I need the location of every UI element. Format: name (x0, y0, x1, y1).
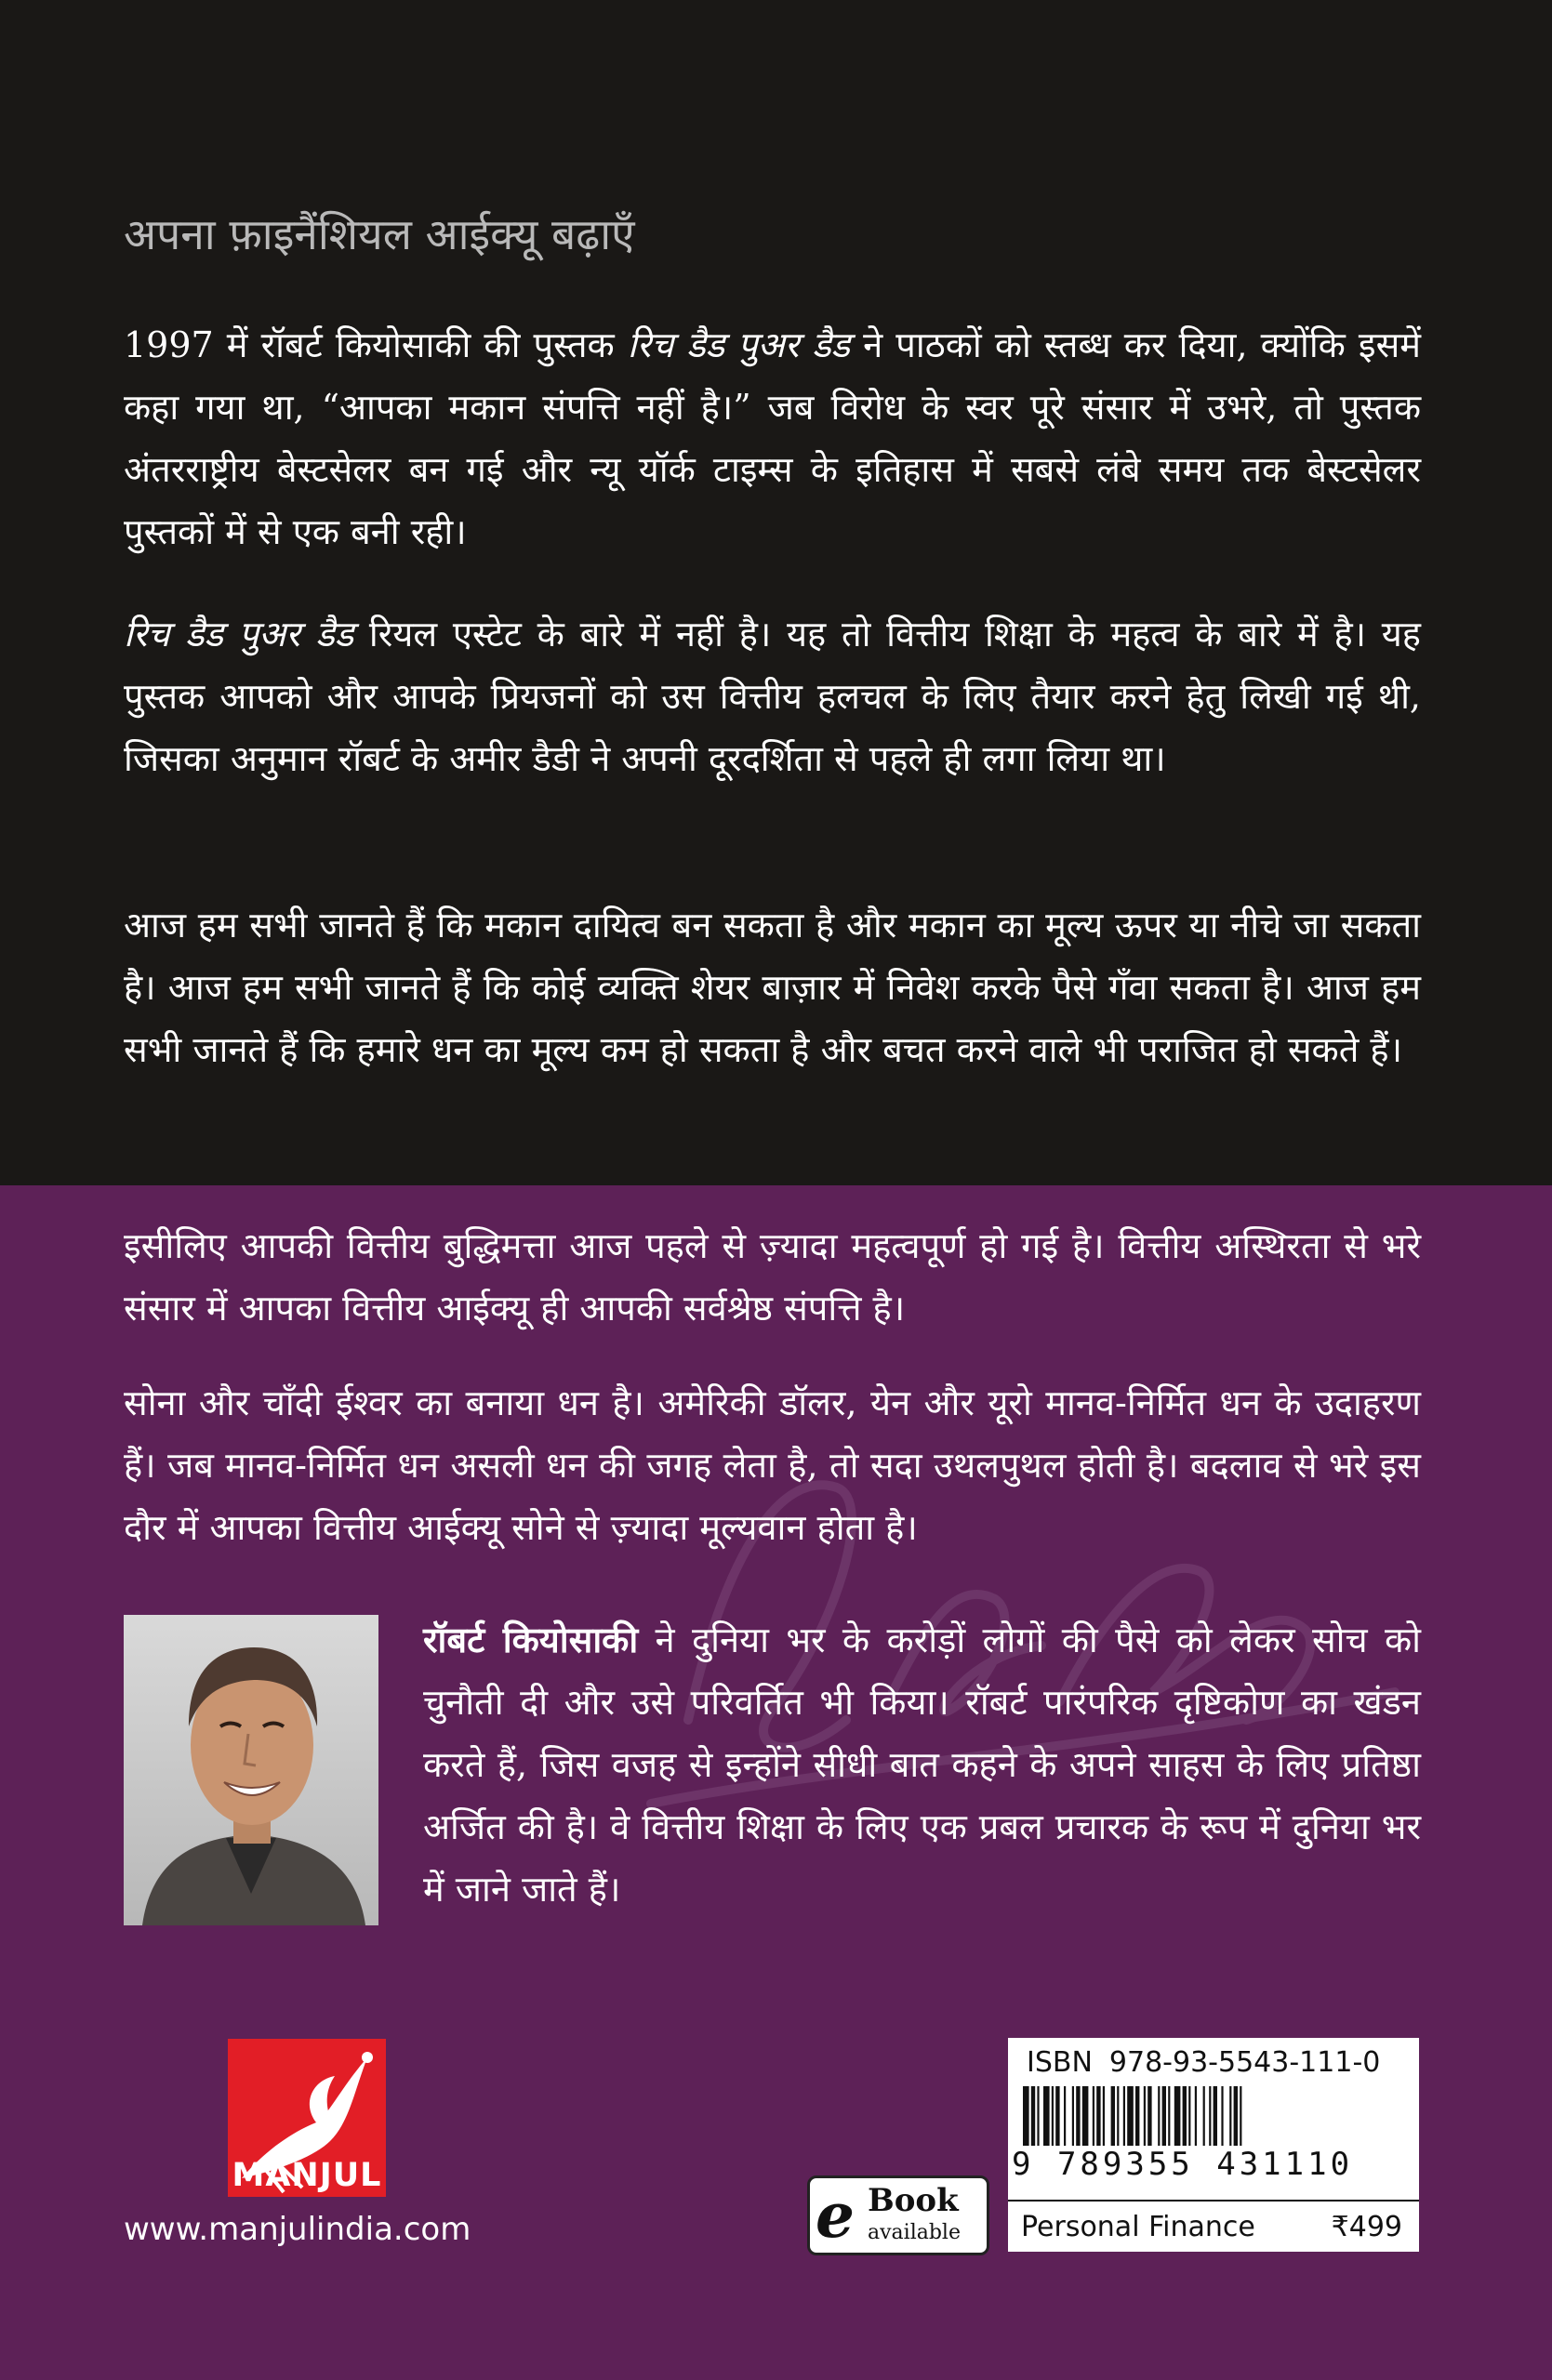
author-bio (423, 1608, 1421, 1921)
barcode-bar (1055, 2086, 1059, 2146)
paragraph-3: आज हम सभी जानते हैं कि मकान दायित्व बन सकता है और मकान का मूल्य ऊपर या नीचे जा सकता है। आज हम सभी जानते हैं कि कोई व्यक्ति शेयर बाज़ार में निवेश करके पैसे गँवा सकता है। आज हम सभी जानते हैं कि हमारे धन का मूल्य कम हो सकता है और बचत करने वाले भी पराजित हो सकते हैं। (124, 905, 1421, 1070)
book-category: Personal Finance (1021, 2211, 1255, 2243)
book-title: रिच डैड पुअर डैड (124, 614, 354, 654)
publisher-name: MANJUL (232, 2157, 382, 2194)
barcode-bar (1203, 2086, 1205, 2146)
barcode-digits: 9 789355 431110 (1012, 2146, 1354, 2183)
barcode-bar (1234, 2086, 1238, 2146)
barcode-bar (1023, 2086, 1029, 2146)
ebook-badge (807, 2175, 989, 2255)
isbn-label: ISBN (1027, 2046, 1093, 2079)
paragraph-4: इसीलिए आपकी वित्तीय बुद्धिमत्ता आज पहले से ज़्यादा महत्वपूर्ण हो गई है। वित्तीय अस्थिरता से भरे संसार में आपका वित्तीय आईक्यू ही आपकी सर्वश्रेष्ठ संपत्ति है। (124, 1225, 1422, 1329)
barcode-bar (1188, 2086, 1190, 2146)
barcode-bar (1103, 2086, 1105, 2146)
barcode-bar (1037, 2086, 1039, 2146)
barcode-bar (1221, 2086, 1223, 2146)
barcode-bar (1195, 2086, 1197, 2146)
barcode-bar (1064, 2086, 1066, 2146)
author-photo (124, 1615, 378, 1925)
barcode-bar (1072, 2086, 1074, 2146)
barcode-bar (1096, 2086, 1100, 2146)
barcode-icon (1023, 2086, 1404, 2146)
barcode-bar (1135, 2086, 1139, 2146)
ebook-available: available (868, 2221, 961, 2244)
barcode-bar (1043, 2086, 1050, 2146)
barcode-bar (1158, 2086, 1160, 2146)
barcode-bar (1123, 2086, 1125, 2146)
paragraph-2 (124, 603, 1421, 790)
barcode-bar (1127, 2086, 1134, 2146)
ebook-word: Book (868, 2182, 959, 2219)
barcode-bar (1093, 2086, 1094, 2146)
barcode-bar (1052, 2086, 1054, 2146)
page-heading: अपना फ़ाइनैंशियल आईक्यू बढ़ाएँ (124, 209, 635, 259)
barcode-bar (1147, 2086, 1151, 2146)
isbn-line (1008, 2045, 1419, 2081)
price-strip (1008, 2200, 1419, 2252)
barcode-box (1008, 2038, 1419, 2250)
ebook-letter: e (816, 2179, 855, 2252)
isbn-number: 978-93-5543-111-0 (1108, 2046, 1381, 2079)
book-price: ₹499 (1331, 2211, 1402, 2243)
book-title: रिच डैड पुअर डैड (627, 324, 851, 365)
paragraph-5: सोना और चाँदी ईश्वर का बनाया धन है। अमेरिकी डॉलर, येन और यूरो मानव-निर्मित धन के उदाहरण हैं। जब मानव-निर्मित धन असली धन की जगह लेता है, तो सदा उथलपुथल होती है। बदलाव से भरे इस दौर में आपका वित्तीय आईक्यू सोने से ज़्यादा मूल्यवान होता है। (124, 1382, 1421, 1548)
barcode-bar (1031, 2086, 1035, 2146)
barcode-bar (1162, 2086, 1166, 2146)
paragraph-1 (124, 314, 1421, 563)
barcode-bar (1229, 2086, 1231, 2146)
barcode-bar (1214, 2086, 1217, 2146)
barcode-bar (1183, 2086, 1187, 2146)
barcode-bar (1117, 2086, 1119, 2146)
barcode-bar (1082, 2086, 1089, 2146)
barcode-bar (1111, 2086, 1115, 2146)
barcode-bar (1174, 2086, 1181, 2146)
paragraph-1-pre: 1997 में रॉबर्ट कियोसाकी की पुस्तक (124, 324, 628, 365)
author-bio-text: ने दुनिया भर के करोड़ों लोगों की पैसे को लेकर सोच को चुनौती दी और उसे परिवर्तित भी किया। रॉबर्ट पारंपरिक दृष्टिकोण का खंडन करते हैं, जिस वजह से इन्होंने सीधी बात कहने के अपने साहस के लिए प्रतिष्ठा अर्जित की है। वे वित्तीय शिक्षा के लिए एक प्रबल प्रचारक के रूप में दुनिया भर में जाने जाते हैं। (423, 1620, 1421, 1910)
barcode-bar (1240, 2086, 1241, 2146)
paragraph-1-post: ने पाठकों को स्तब्ध कर दिया, क्योंकि इसमें कहा गया था, “आपका मकान संपत्ति नहीं है।” जब विरोध के स्वर पूरे संसार में उभरे, तो पुस्तक अंतरराष्ट्रीय बेस्टसेलर बन गई और न्यू यॉर्क टाइम्स के इतिहास में सबसे लंबे समय तक बेस्टसेलर पुस्तकों में से एक बनी रही। (124, 324, 1421, 552)
paragraph-2-post: रियल एस्टेट के बारे में नहीं है। यह तो वित्तीय शिक्षा के महत्व के बारे में है। यह पुस्तक आपको और आपके प्रियजनों को उस वित्तीय हलचल के लिए तैयार करने हेतु लिखी गई थी, जिसका अनुमान रॉबर्ट के अमीर डैडी ने अपनी दूरदर्शिता से पहले ही लगा लिया था। (124, 614, 1421, 779)
barcode-bar (1168, 2086, 1170, 2146)
barcode-bar (1209, 2086, 1211, 2146)
author-name: रॉबर्ट कियोसाकी (423, 1619, 639, 1660)
publisher-url[interactable]: www.manjulindia.com (124, 2211, 471, 2248)
barcode-bar (1076, 2086, 1080, 2146)
barcode-bar (1144, 2086, 1146, 2146)
